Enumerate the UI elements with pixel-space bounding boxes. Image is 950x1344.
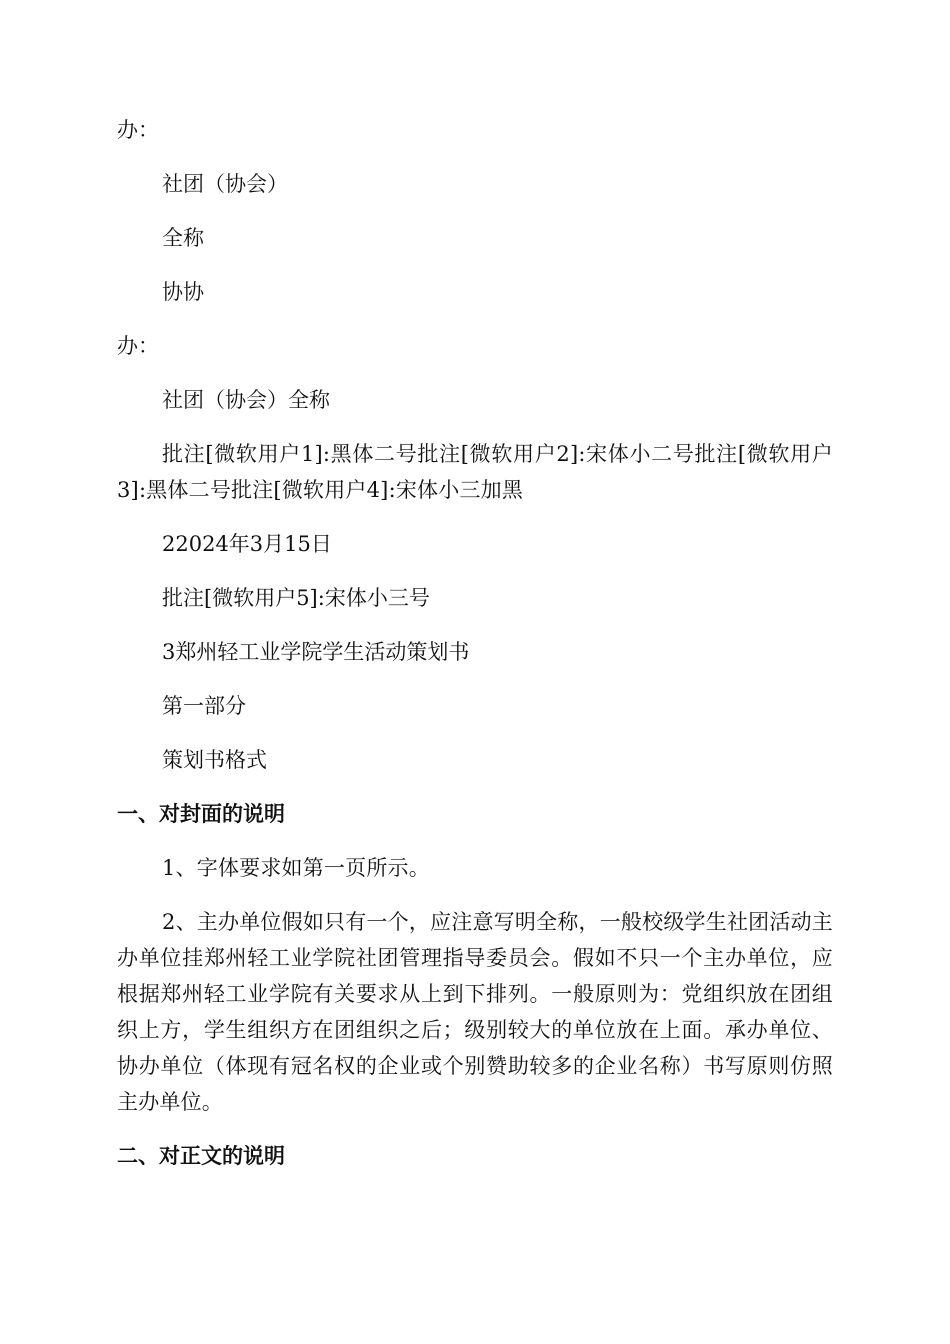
line-ban-1: 办： bbox=[117, 118, 159, 142]
spacer bbox=[117, 1120, 833, 1138]
spacer bbox=[117, 256, 833, 274]
document-page bbox=[117, 112, 833, 1174]
format-line: 策划书格式 bbox=[162, 748, 267, 772]
date-line: 22024年3月15日 bbox=[162, 532, 332, 556]
line-shetuan-quancheng: 社团（协会）全称 bbox=[162, 388, 330, 412]
spacer bbox=[117, 202, 833, 220]
annotation-paragraph: 批注[微软用户1]:黑体二号批注[微软用户2]:宋体小二号批注[微软用户3]:黑体二号批注[微软用户4]:宋体小三加黑 bbox=[117, 442, 833, 502]
section-heading-body: 二、对正文的说明 bbox=[117, 1144, 285, 1168]
cover-paragraph-2: 2、主办单位假如只有一个，应注意写明全称，一般校级学生社团活动主办单位挂郑州轻工业学院社团管理指导委员会。假如不只一个主办单位，应根据郑州轻工业学院有关要求从上到下排列。一般原则为：党组织放在团组织上方，学生组织方在团组织之后；级别较大的单位放在上面。承办单位、协办单位（体现有冠名权的企业或个别赞助较多的企业名称）书写原则仿照主办单位。 bbox=[117, 910, 833, 1114]
line-quancheng: 全称 bbox=[162, 226, 204, 250]
spacer bbox=[117, 670, 833, 688]
spacer bbox=[117, 724, 833, 742]
line-xiexie: 协协 bbox=[162, 280, 204, 304]
spacer bbox=[117, 148, 833, 166]
plan-title-line: 3郑州轻工业学院学生活动策划书 bbox=[162, 640, 470, 664]
spacer bbox=[117, 364, 833, 382]
line-ban-2: 办： bbox=[117, 334, 159, 358]
section-heading-cover: 一、对封面的说明 bbox=[117, 802, 285, 826]
spacer bbox=[117, 832, 833, 850]
spacer bbox=[117, 562, 833, 580]
spacer bbox=[117, 508, 833, 526]
annotation-line: 批注[微软用户5]:宋体小三号 bbox=[162, 586, 430, 610]
spacer bbox=[117, 886, 833, 904]
spacer bbox=[117, 616, 833, 634]
part-one-line: 第一部分 bbox=[162, 694, 246, 718]
spacer bbox=[117, 418, 833, 436]
cover-paragraph-1: 1、字体要求如第一页所示。 bbox=[162, 856, 430, 880]
spacer bbox=[117, 778, 833, 796]
line-shetuan-xiehui: 社团（协会） bbox=[162, 172, 288, 196]
spacer bbox=[117, 310, 833, 328]
